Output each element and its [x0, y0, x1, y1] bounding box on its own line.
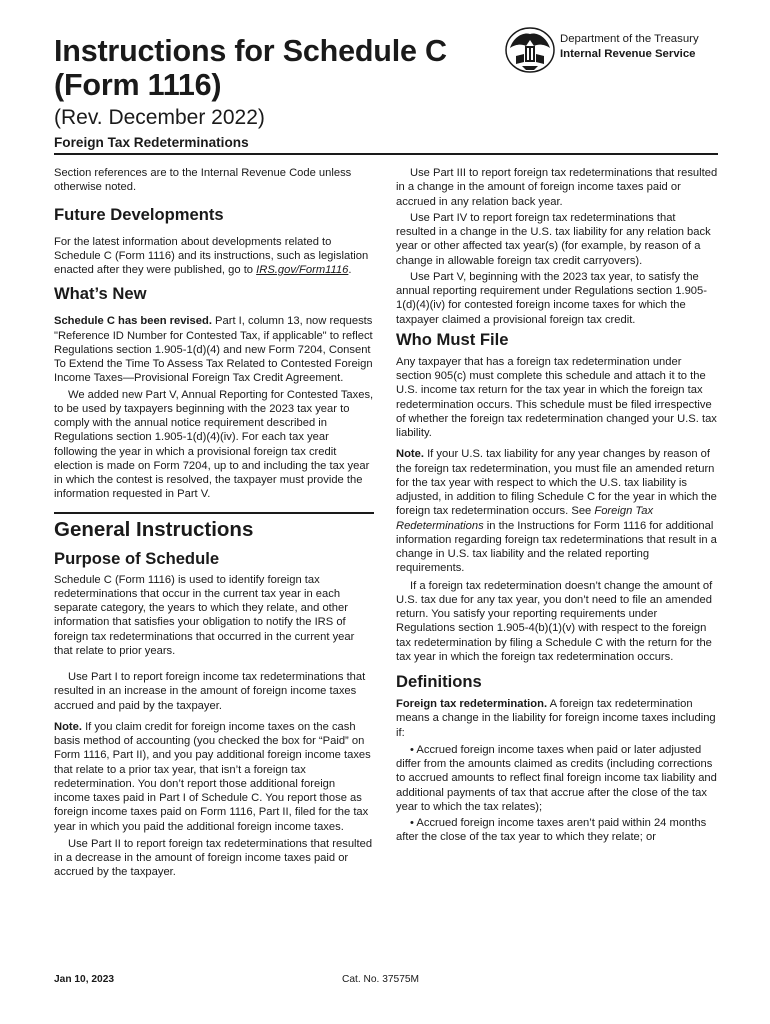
who-must-file-note-text-a: If your U.S. tax liability for any year changes by reason of the foreign tax redetermination, you must file an amended return for the tax year with respect to which the U.S. tax liability is adjusted, in addition to filing Schedule C for the year in which the foreign tax redetermination occurs. See: [396, 448, 717, 518]
right-column: [396, 166, 718, 847]
definition-intro: A foreign tax redetermination means a change in the liability for foreign income taxes including if:: [396, 698, 716, 739]
who-must-file-note-reference: Foreign Tax Redeterminations: [396, 505, 654, 532]
part4-paragraph: Use Part IV to report foreign tax redeterminations that resulted in a change in the U.S. tax liability for any relation back year or other affected tax year(s) (for example, by reason of a change in allowable foreign tax credit carryovers).: [396, 211, 711, 267]
note-label: Note.: [54, 720, 82, 733]
title-line-1: Instructions for Schedule C: [54, 34, 447, 68]
document-subtitle: Foreign Tax Redeterminations: [54, 135, 249, 150]
department-name: Department of the Treasury: [560, 33, 699, 45]
part1-paragraph: Use Part I to report foreign income tax redeterminations that resulted in an increase in the amount of foreign income taxes accrued and paid by the taxpayer.: [54, 671, 366, 712]
whats-new-text-1: Part I, column 13, now requests "Reference ID Number for Contested Tax, if applicable" to reflect Regulations section 1.905-1(d)(4) and new Form 7204, Consent To Extend the Time To Assess Tax Related to Contested Foreign Income Taxes—Provisional Foreign Tax Credit Agreement.: [54, 315, 373, 385]
general-instructions-heading: General Instructions: [54, 517, 254, 541]
irs-eagle-logo-icon: [504, 26, 556, 74]
intro-paragraph: Section references are to the Internal Revenue Code unless otherwise noted.: [54, 167, 352, 194]
definition-bullet-1: • Accrued foreign income taxes when paid or later adjusted differ from the amounts claimed as credits (including corrections to accrued amounts to reflect final foreign income tax liability and additional payments of tax that accrue after the close of the tax year to which the tax relates);: [396, 743, 717, 813]
document-title: [54, 34, 494, 102]
note-paragraph: [54, 720, 374, 834]
purpose-heading: Purpose of Schedule: [54, 548, 220, 568]
who-must-file-heading: Who Must File: [396, 329, 509, 349]
whats-new-heading: What’s New: [54, 284, 147, 304]
whats-new-paragraph-1: [54, 314, 374, 385]
note-text: If you claim credit for foreign income taxes on the cash basis method of accounting (you checked the box for “Paid” on Form 1116, Part II), and you pay additional foreign income taxes that relate to a prior tax year, that isn’t a foreign tax redetermination. You don’t report those additional foreign income taxes paid in Part I of Schedule C. You report those as foreign income taxes paid on Form 1116, Part II, filed for the tax year in which you paid the additional foreign income taxes.: [54, 720, 371, 833]
part3-paragraph: Use Part III to report foreign tax redeterminations that resulted in a change in the amount of foreign income taxes paid or accrued in any relation back year.: [396, 167, 718, 208]
agency-name: Internal Revenue Service: [560, 48, 696, 60]
general-instructions-divider: [54, 512, 374, 514]
who-must-file-note-label: Note.: [396, 448, 424, 461]
part2-paragraph: Use Part II to report foreign tax redeterminations that resulted in a decrease in the amount of foreign income taxes paid or accrued by the taxpayer.: [54, 837, 373, 879]
definitions-heading: Definitions: [396, 672, 482, 691]
irs-form1116-link[interactable]: IRS.gov/Form1116: [256, 264, 349, 276]
catalog-number: Cat. No. 37575M: [342, 974, 420, 985]
whats-new-paragraph-2: We added new Part V, Annual Reporting for Contested Taxes, to be used by taxpayers beginning with the 2023 tax year to comply with the annual notice requirement described in Regulations section 1.905-1(d)(4)(iv). For each tax year following the year in which a provisional foreign tax credit election is made on Form 7204, up to and including the tax year in which the contest is resolved, the taxpayer must provide the information requested in Part V.: [54, 388, 374, 501]
future-developments-period: .: [348, 264, 352, 276]
whats-new-runin: Schedule C has been revised.: [54, 315, 212, 328]
part5-paragraph: Use Part V, beginning with the 2023 tax year, to satisfy the annual reporting requirement under Regulations section 1.905-1(d)(4)(iv) for contested foreign income taxes for which the taxpayer claimed a provisional foreign tax credit.: [396, 270, 707, 326]
footer-date: Jan 10, 2023: [54, 974, 115, 985]
who-must-file-paragraph-2: If a foreign tax redetermination doesn’t change the amount of U.S. tax due for any tax year, you don’t need to file an amended return. You satisfy your reporting requirements under Regulations section 1.905-4(b)(1)(v) with respect to the foreign tax redetermination by filing a Schedule C with the return for the tax year in which the foreign tax redetermination occurs.: [396, 579, 713, 663]
header-divider: [54, 153, 718, 155]
left-column: [54, 166, 374, 882]
definition-paragraph: [396, 697, 718, 740]
purpose-paragraph: Schedule C (Form 1116) is used to identify foreign tax redeterminations that occur in the current tax year in each separate category, the years to which they relate, and other information that satisfies your obligation to notify the IRS of foreign tax redeterminations that occurred in the current year that relate to prior years.: [54, 573, 355, 657]
who-must-file-note: [396, 447, 718, 575]
future-developments-text: For the latest information about developments related to Schedule C (Form 1116) and its instructions, such as legislation enacted after they were published, go to: [54, 235, 369, 276]
definition-bullet-2: • Accrued foreign income taxes aren’t paid within 24 months after the close of the tax year to which they relate; or: [396, 817, 707, 844]
future-developments-heading: Future Developments: [54, 204, 224, 224]
who-must-file-note-text-b: in the Instructions for Form 1116 for additional information regarding foreign tax redeterminations that result in a change in U.S. tax liability and the related reporting requirements.: [396, 519, 717, 575]
who-must-file-paragraph: Any taxpayer that has a foreign tax redetermination under section 905(c) must complete this schedule and attach it to the U.S. income tax return for the tax year in which the foreign tax redetermination occurs. This schedule must be filed irrespective of whether the foreign tax redetermination changed your U.S. tax liability.: [396, 355, 717, 439]
title-line-2: (Form 1116): [54, 68, 222, 102]
definition-runin: Foreign tax redetermination.: [396, 698, 548, 710]
revision-date: (Rev. December 2022): [54, 106, 265, 129]
issuing-agency: [560, 32, 699, 62]
future-developments-paragraph: [54, 235, 374, 278]
